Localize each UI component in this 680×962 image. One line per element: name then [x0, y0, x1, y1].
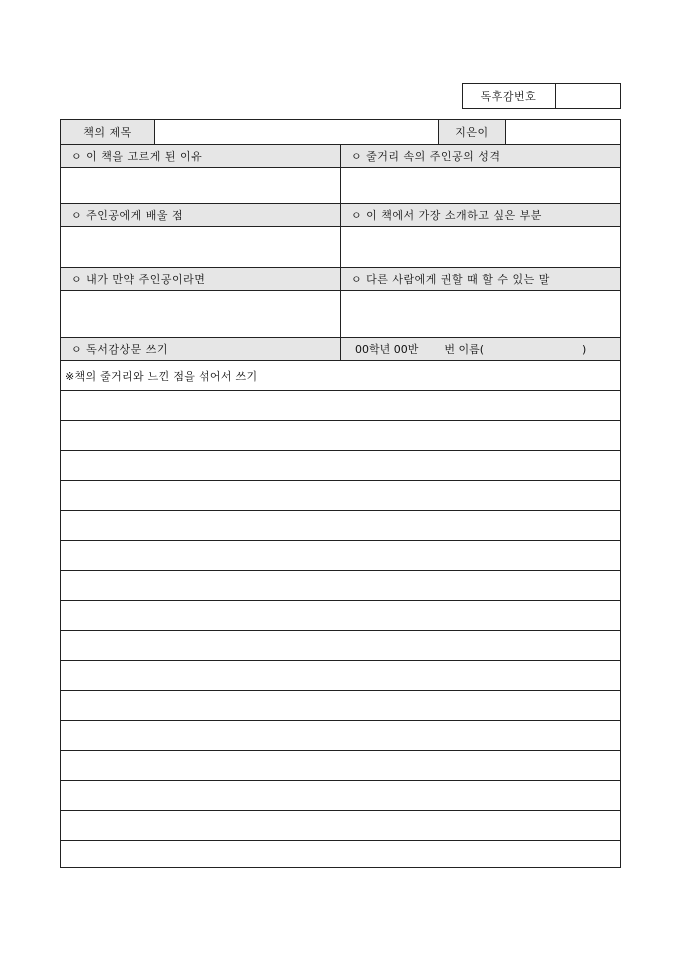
author-label: 지은이 [439, 120, 505, 144]
answer-recommend[interactable] [341, 291, 620, 337]
question-reason-label: ㅇ 이 책을 고르게 된 이유 [61, 145, 340, 167]
writing-area[interactable] [61, 390, 620, 867]
writing-line [60, 480, 620, 481]
answer-favorite-part[interactable] [341, 227, 620, 267]
answer-if-protagonist[interactable] [61, 291, 340, 337]
review-section-label: ㅇ 독서감상문 쓰기 [61, 338, 340, 360]
writing-line [60, 600, 620, 601]
student-info [341, 338, 620, 360]
writing-line [60, 720, 620, 721]
writing-line [60, 840, 620, 841]
answer-lesson[interactable] [61, 227, 340, 267]
question-favorite-part-label: ㅇ 이 책에서 가장 소개하고 싶은 부분 [341, 204, 620, 226]
writing-line [60, 450, 620, 451]
writing-line [60, 750, 620, 751]
serial-number-field[interactable] [556, 83, 621, 109]
book-title-field[interactable] [155, 120, 438, 144]
author-field[interactable] [506, 120, 620, 144]
writing-line [60, 420, 620, 421]
answer-reason[interactable] [61, 168, 340, 203]
question-if-protagonist-label: ㅇ 내가 만약 주인공이라면 [61, 268, 340, 290]
writing-line [60, 660, 620, 661]
question-lesson-label: ㅇ 주인공에게 배울 점 [61, 204, 340, 226]
question-recommend-label: ㅇ 다른 사람에게 권할 때 할 수 있는 말 [341, 268, 620, 290]
writing-line [60, 540, 620, 541]
writing-line [60, 690, 620, 691]
answer-character[interactable] [341, 168, 620, 203]
close-paren: ) [582, 342, 587, 356]
book-title-label: 책의 제목 [61, 120, 154, 144]
writing-line [60, 570, 620, 571]
writing-line [60, 630, 620, 631]
writing-line [60, 390, 620, 391]
writing-line [60, 810, 620, 811]
writing-line [60, 780, 620, 781]
question-character-label: ㅇ 줄거리 속의 주인공의 성격 [341, 145, 620, 167]
number-name-text: 번 이름( [444, 343, 485, 356]
grade-class-text: 00학년 00반 [355, 343, 419, 356]
review-instruction: ※책의 줄거리와 느낀 점을 섞어서 쓰기 [65, 369, 258, 383]
serial-number-label: 독후감번호 [480, 90, 537, 103]
writing-line [60, 510, 620, 511]
